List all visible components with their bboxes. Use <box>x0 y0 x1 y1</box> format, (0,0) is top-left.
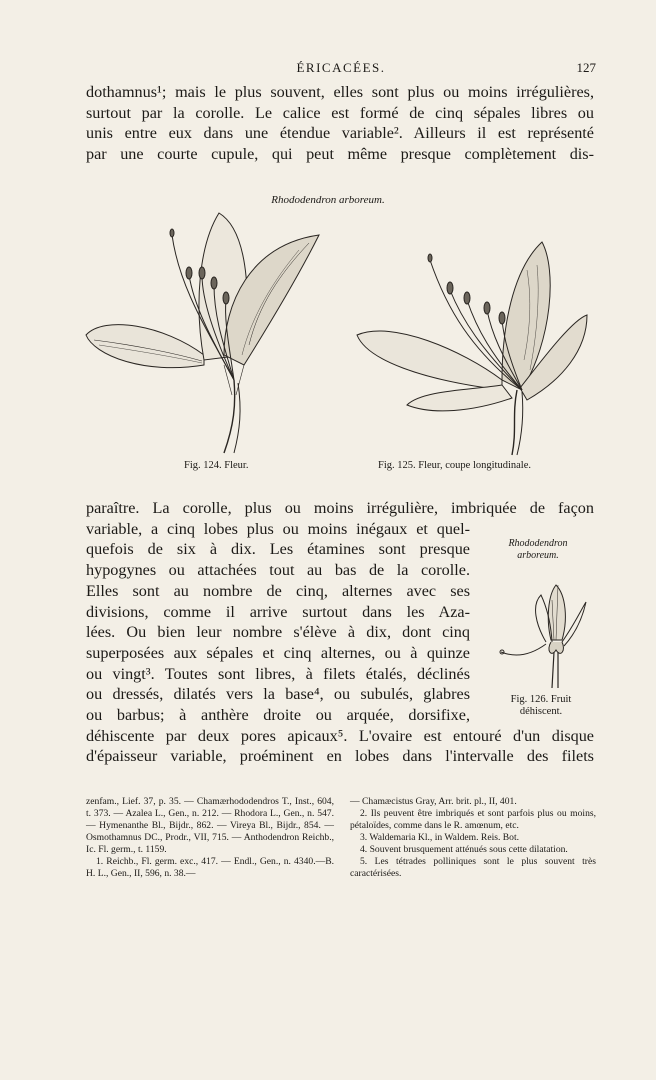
page-number: 127 <box>576 60 596 75</box>
text-line: ou dressés, dilatés vers la base⁴, ou subulés, glabres <box>86 685 470 704</box>
text-line: ou vingt³. Toutes sont libres, à filets étalés, déclinés <box>86 664 470 683</box>
running-head <box>86 60 596 78</box>
footnote: 2. Ils peuvent être imbriqués et sont parfois plus ou moins, pétaloïdes, comme dans le R. amœnum, etc. <box>350 808 596 831</box>
text-line: quefois de six à dix. Les étamines sont presque <box>86 540 470 559</box>
text-line: divisions, comme il arrive surtout dans les Aza- <box>86 602 470 621</box>
footnotes-right <box>350 796 596 880</box>
footnote: zenfam., Lief. 37, p. 35. — Chamærhododendros T., Inst., 604, t. 373. — Azalea L., Gen., n. 212. — Rhodora L., Gen., n. 547. — Hymenanthe Bl., Bijdr., 862. — Vireya Bl., Bijdr., 854. — Osmothamnus DC., Prodr., VII, 715. — Anthodendron Reichb., Ic. Fl. germ., t. 1159. <box>86 796 334 855</box>
footnote: 3. Waldemaria Kl., in Waldem. Reis. Bot. <box>360 832 520 843</box>
flower-section-drawing <box>352 240 592 460</box>
text-line: paraître. La corolle, plus ou moins irrégulière, imbriquée de façon <box>86 499 594 517</box>
text-line: d'épaisseur variable, proéminent en lobes dans l'intervalle des filets <box>86 747 594 766</box>
text-line: ou barbus; à anthère droite ou arquée, dorsifixe, <box>86 706 470 725</box>
text-line: Elles sont au nombre de cinq, alternes avec ses <box>86 581 470 600</box>
flower-side-drawing <box>84 205 324 455</box>
footnote: — Chamæcistus Gray, Arr. brit. pl., II, 401. <box>350 796 517 807</box>
footnotes-left <box>86 796 334 880</box>
footnote: 4. Souvent brusquement atténués sous cette dilatation. <box>360 844 568 855</box>
text-line: lées. Ou bien leur nombre s'élève à dix, dont cinq <box>86 623 470 642</box>
running-head-title: ÉRICACÉES. <box>296 60 386 75</box>
footnote: 5. Les tétrades polliniques sont le plus souvent très caractérisées. <box>350 856 596 879</box>
text-line: dothamnus¹; mais le plus souvent, elles sont plus ou moins irrégulières, <box>86 83 594 101</box>
figure-125-caption: Fig. 125. Fleur, coupe longitudinale. <box>378 460 531 471</box>
figure-124-caption: Fig. 124. Fleur. <box>184 460 249 471</box>
text-line: déhiscente par deux pores apicaux⁵. L'ovaire est entouré d'un disque <box>86 726 594 745</box>
figure-126-title: Rhododendron arboreum. <box>508 538 568 561</box>
text-line: unis entre eux dans une étendue variable². Ailleurs il est représenté <box>86 124 594 142</box>
figure-124-illustration <box>84 205 324 455</box>
top-paragraph <box>86 82 594 164</box>
figure-126-caption: Fig. 126. Fruit déhiscent. <box>510 694 572 717</box>
text-line: superposées aux sépales et cinq alternes, ou à quinze <box>86 643 470 662</box>
figure-group-caption: Rhododendron arboreum. <box>271 194 385 206</box>
text-line: par une courte cupule, qui peut même presque complètement dis- <box>86 144 594 163</box>
text-line: surtout par la corolle. Le calice est formé de cinq sépales libres ou <box>86 103 594 122</box>
body-text <box>86 498 594 767</box>
text-line: hypogynes ou attachées tout au bas de la corolle. <box>86 561 470 580</box>
text-line: variable, a cinq lobes plus ou moins inégaux et quel- <box>86 519 470 538</box>
footnote: 1. Reichb., Fl. germ. exc., 417. — Endl., Gen., n. 4340.—B. H. L., Gen., II, 596, n. 38.— <box>86 856 334 879</box>
figure-125-illustration <box>352 240 592 460</box>
